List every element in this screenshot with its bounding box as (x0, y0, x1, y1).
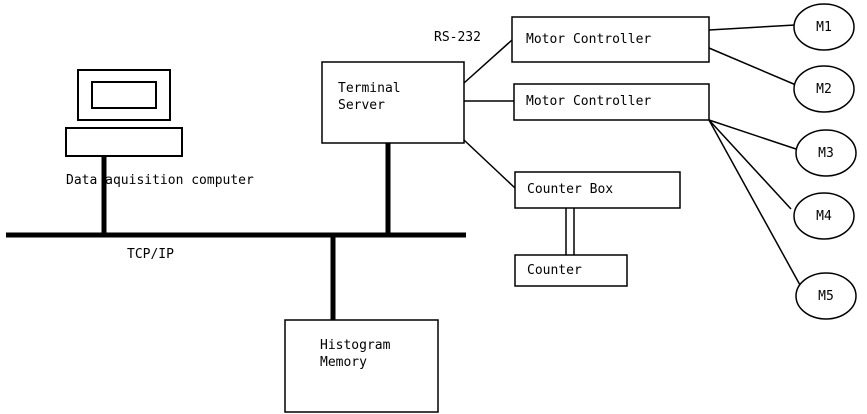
terminal-server-label-line1: Terminal (338, 81, 401, 96)
daq-computer-label: Data aquisition computer (66, 173, 254, 188)
link-terminal-server-to-counter-box (464, 140, 515, 188)
motor-m4-label: M4 (816, 209, 832, 224)
monitor-screen-shape (92, 82, 156, 108)
motor-controller-1-label: Motor Controller (526, 32, 652, 47)
rs232-label: RS-232 (434, 30, 481, 45)
counter-label: Counter (527, 263, 582, 278)
histogram-memory-label-line1: Histogram (320, 338, 391, 353)
motor-m3-label: M3 (818, 146, 834, 161)
link-motor-controller-1-to-m2 (709, 48, 796, 85)
computer-base-shape (66, 128, 182, 156)
histogram-memory-label (320, 337, 390, 371)
counter-box-label: Counter Box (527, 182, 614, 197)
terminal-server-label-line2: Server (338, 98, 385, 113)
motor-m1-label: M1 (816, 20, 832, 35)
motor-m2-label: M2 (816, 82, 832, 97)
motor-m5-label: M5 (818, 289, 834, 304)
histogram-memory-label-line2: Memory (320, 355, 367, 370)
motor-controller-2-label: Motor Controller (526, 94, 652, 109)
link-terminal-server-to-motor-controller-1 (464, 40, 512, 83)
link-motor-controller-1-to-m1 (709, 25, 795, 30)
terminal-server-label (338, 80, 401, 114)
tcpip-label: TCP/IP (127, 247, 174, 262)
link-motor-controller-2-to-m5 (709, 120, 800, 285)
